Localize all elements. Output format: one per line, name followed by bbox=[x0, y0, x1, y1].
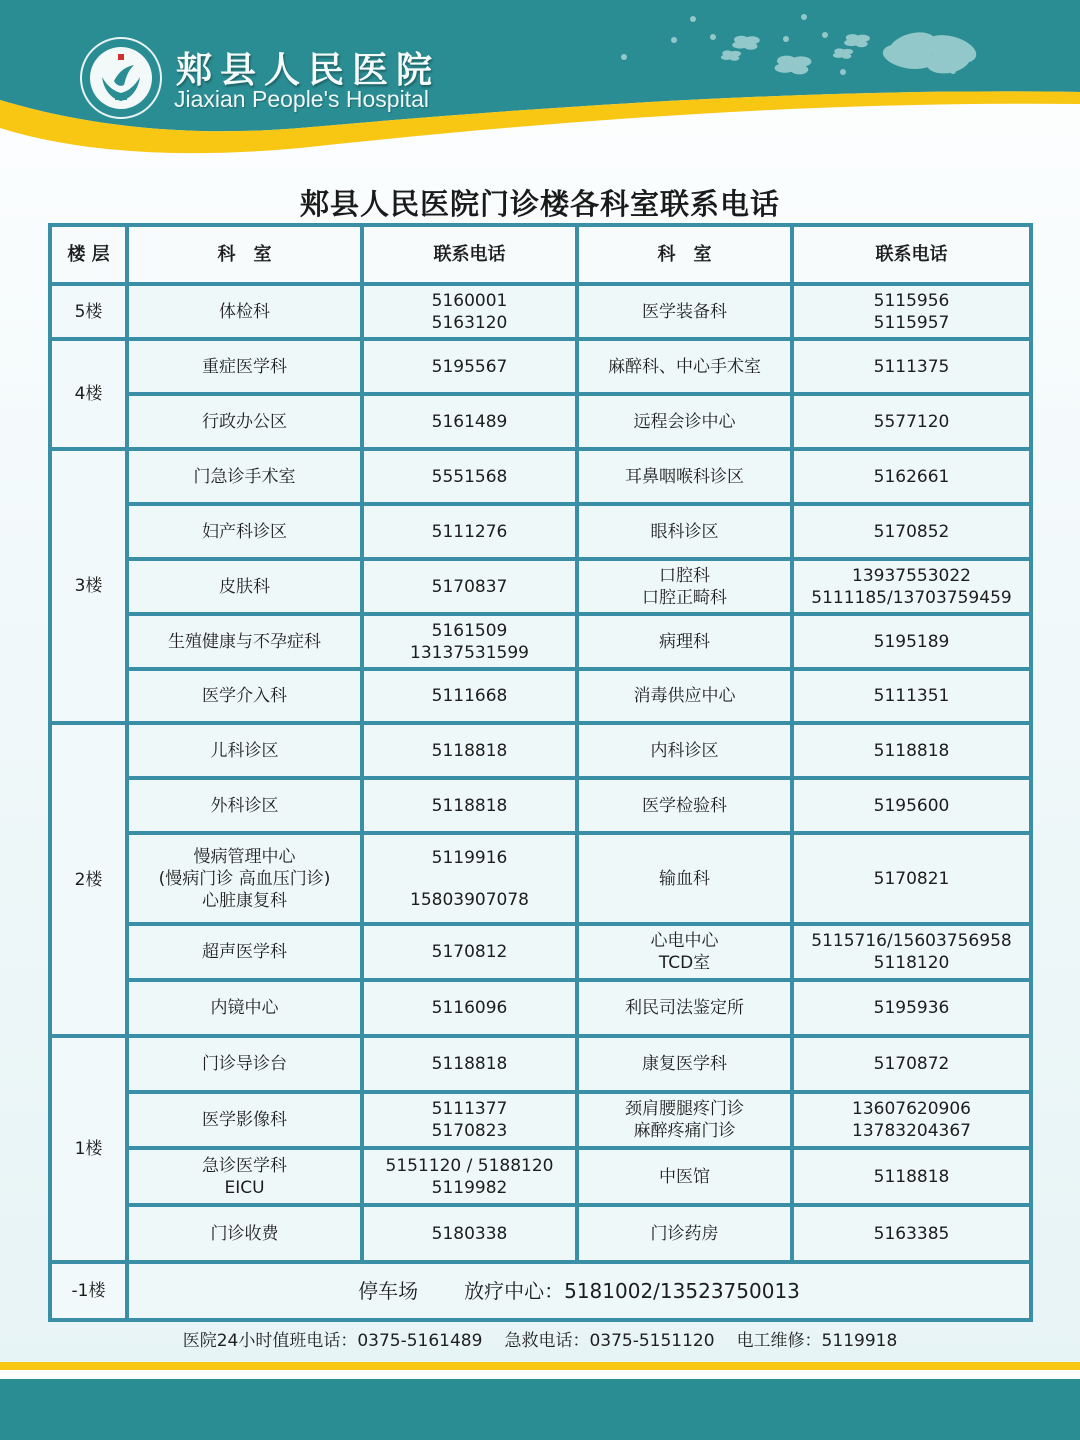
department-cell: 内科诊区 bbox=[577, 723, 792, 778]
phone-cell: 5195567 bbox=[362, 339, 577, 394]
department-cell: 急诊医学科 EICU bbox=[127, 1148, 362, 1205]
phone-cell: 5161509 13137531599 bbox=[362, 614, 577, 669]
department-cell: 眼科诊区 bbox=[577, 504, 792, 559]
phone-cell: 5111351 bbox=[792, 669, 1031, 723]
emergency-phone: 急救电话：0375-5151120 bbox=[504, 1331, 715, 1351]
phone-cell: 5170872 bbox=[792, 1036, 1031, 1092]
phone-cell: 5115716/15603756958 5118120 bbox=[792, 924, 1031, 980]
phone-cell: 5170852 bbox=[792, 504, 1031, 559]
phone-cell: 5111668 bbox=[362, 669, 577, 723]
table-header-row bbox=[50, 225, 1031, 284]
phone-cell: 5111377 5170823 bbox=[362, 1092, 577, 1148]
table-row bbox=[50, 1092, 1031, 1148]
phone-cell: 5116096 bbox=[362, 980, 577, 1036]
department-cell: 体检科 bbox=[127, 284, 362, 339]
phone-cell: 5163385 bbox=[792, 1205, 1031, 1262]
phone-cell: 5111276 bbox=[362, 504, 577, 559]
table-row bbox=[50, 980, 1031, 1036]
department-phone-table bbox=[48, 223, 1033, 1322]
department-cell: 中医馆 bbox=[577, 1148, 792, 1205]
department-cell: 门诊导诊台 bbox=[127, 1036, 362, 1092]
department-cell: 病理科 bbox=[577, 614, 792, 669]
table-row bbox=[50, 1036, 1031, 1092]
phone-cell: 5151120 / 5188120 5119982 bbox=[362, 1148, 577, 1205]
document-title: 郏县人民医院门诊楼各科室联系电话 bbox=[299, 187, 780, 221]
department-cell: 慢病管理中心 (慢病门诊 高血压门诊) 心脏康复科 bbox=[127, 833, 362, 924]
table-row bbox=[50, 924, 1031, 980]
header-department-2: 科 室 bbox=[577, 225, 792, 284]
parking-label: 停车场 bbox=[358, 1279, 419, 1303]
table-row bbox=[50, 778, 1031, 833]
department-cell: 麻醉科、中心手术室 bbox=[577, 339, 792, 394]
table-row bbox=[50, 1148, 1031, 1205]
header-banner bbox=[0, 0, 1080, 180]
table-row bbox=[50, 669, 1031, 723]
hospital-logo bbox=[80, 37, 162, 119]
hospital-name-cn: 郏县人民医院 bbox=[176, 49, 441, 91]
footer-teal-band bbox=[0, 1379, 1080, 1440]
table-row-basement bbox=[50, 1262, 1031, 1320]
table-row bbox=[50, 339, 1031, 394]
phone-cell: 5195936 bbox=[792, 980, 1031, 1036]
department-cell: 口腔科 口腔正畸科 bbox=[577, 559, 792, 614]
department-cell: 康复医学科 bbox=[577, 1036, 792, 1092]
footer-contact-line bbox=[0, 1326, 1080, 1351]
department-cell: 消毒供应中心 bbox=[577, 669, 792, 723]
phone-cell: 5577120 bbox=[792, 394, 1031, 449]
phone-cell: 5170837 bbox=[362, 559, 577, 614]
department-cell: 超声医学科 bbox=[127, 924, 362, 980]
phone-cell: 5551568 bbox=[362, 449, 577, 504]
header-phone-1: 联系电话 bbox=[362, 225, 577, 284]
phone-cell: 5161489 bbox=[362, 394, 577, 449]
table-row bbox=[50, 833, 1031, 924]
header-wave-graphic bbox=[0, 0, 1080, 180]
radiotherapy-phone: 放疗中心：5181002/13523750013 bbox=[464, 1279, 800, 1303]
department-cell: 医学影像科 bbox=[127, 1092, 362, 1148]
header-floor: 楼 层 bbox=[50, 225, 127, 284]
department-cell: 利民司法鉴定所 bbox=[577, 980, 792, 1036]
table-row bbox=[50, 284, 1031, 339]
department-cell: 妇产科诊区 bbox=[127, 504, 362, 559]
footer-banner bbox=[0, 1362, 1080, 1440]
department-cell: 重症医学科 bbox=[127, 339, 362, 394]
phone-cell: 5162661 bbox=[792, 449, 1031, 504]
department-cell: 生殖健康与不孕症科 bbox=[127, 614, 362, 669]
table-row bbox=[50, 449, 1031, 504]
floor-cell: 5楼 bbox=[50, 284, 127, 339]
electrician-phone: 电工维修：5119918 bbox=[736, 1331, 898, 1351]
logo-emblem-icon bbox=[90, 47, 152, 109]
phone-cell: 5195189 bbox=[792, 614, 1031, 669]
floor-cell: -1楼 bbox=[50, 1262, 127, 1320]
table-row bbox=[50, 559, 1031, 614]
table-row bbox=[50, 394, 1031, 449]
department-cell: 医学检验科 bbox=[577, 778, 792, 833]
phone-cell: 5118818 bbox=[792, 1148, 1031, 1205]
department-cell: 儿科诊区 bbox=[127, 723, 362, 778]
department-cell: 医学介入科 bbox=[127, 669, 362, 723]
phone-cell: 5115956 5115957 bbox=[792, 284, 1031, 339]
phone-cell: 5119916 15803907078 bbox=[362, 833, 577, 924]
header-department-1: 科 室 bbox=[127, 225, 362, 284]
hospital-name-en: Jiaxian People's Hospital bbox=[174, 86, 429, 112]
phone-cell: 5160001 5163120 bbox=[362, 284, 577, 339]
duty-phone: 医院24小时值班电话：0375-5161489 bbox=[182, 1331, 483, 1351]
department-cell: 皮肤科 bbox=[127, 559, 362, 614]
floor-cell: 1楼 bbox=[50, 1036, 127, 1262]
department-cell: 心电中心 TCD室 bbox=[577, 924, 792, 980]
phone-cell: 5118818 bbox=[362, 778, 577, 833]
phone-cell: 5118818 bbox=[362, 723, 577, 778]
table-row bbox=[50, 723, 1031, 778]
phone-cell: 13607620906 13783204367 bbox=[792, 1092, 1031, 1148]
table-row bbox=[50, 614, 1031, 669]
phone-cell: 5170812 bbox=[362, 924, 577, 980]
table-row bbox=[50, 504, 1031, 559]
department-cell: 行政办公区 bbox=[127, 394, 362, 449]
table-row bbox=[50, 1205, 1031, 1262]
phone-cell: 5118818 bbox=[792, 723, 1031, 778]
department-cell: 耳鼻咽喉科诊区 bbox=[577, 449, 792, 504]
phone-cell: 5170821 bbox=[792, 833, 1031, 924]
floor-cell: 2楼 bbox=[50, 723, 127, 1036]
phone-cell: 13937553022 5111185/13703759459 bbox=[792, 559, 1031, 614]
department-cell: 内镜中心 bbox=[127, 980, 362, 1036]
department-cell: 远程会诊中心 bbox=[577, 394, 792, 449]
department-cell: 门急诊手术室 bbox=[127, 449, 362, 504]
department-cell: 门诊收费 bbox=[127, 1205, 362, 1262]
department-cell: 颈肩腰腿疼门诊 麻醉疼痛门诊 bbox=[577, 1092, 792, 1148]
department-cell: 外科诊区 bbox=[127, 778, 362, 833]
header-phone-2: 联系电话 bbox=[792, 225, 1031, 284]
basement-info-cell bbox=[127, 1262, 1031, 1320]
department-cell: 门诊药房 bbox=[577, 1205, 792, 1262]
floor-cell: 4楼 bbox=[50, 339, 127, 449]
phone-cell: 5195600 bbox=[792, 778, 1031, 833]
footer-yellow-stripe bbox=[0, 1362, 1080, 1370]
phone-cell: 5118818 bbox=[362, 1036, 577, 1092]
floor-cell: 3楼 bbox=[50, 449, 127, 723]
department-cell: 医学装备科 bbox=[577, 284, 792, 339]
footer-white-stripe bbox=[0, 1370, 1080, 1379]
department-cell: 输血科 bbox=[577, 833, 792, 924]
phone-cell: 5111375 bbox=[792, 339, 1031, 394]
phone-cell: 5180338 bbox=[362, 1205, 577, 1262]
